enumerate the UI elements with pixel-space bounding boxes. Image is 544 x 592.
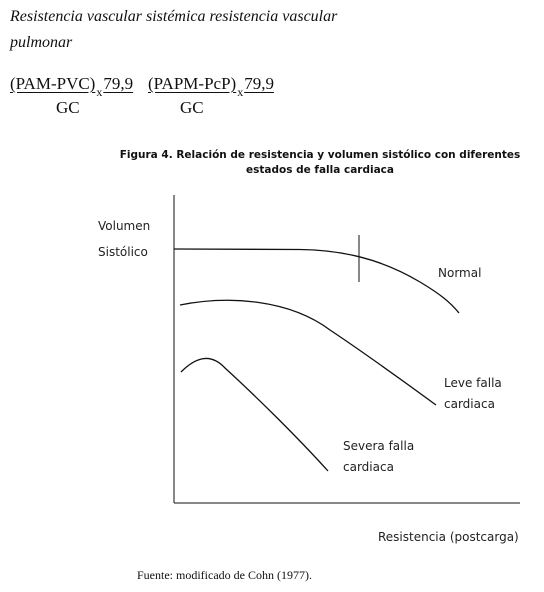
series-line-normal xyxy=(174,249,459,313)
series-label-severa-line2: cardiaca xyxy=(343,460,394,474)
intro-text: Resistencia vascular sistémica resistencia vascular pulmonar xyxy=(10,8,338,51)
series-label-leve-line2: cardiaca xyxy=(444,397,495,411)
formula-right-times: x xyxy=(237,85,244,99)
formula-left-times: x xyxy=(96,85,103,99)
series-line-leve xyxy=(180,300,436,405)
formula-right-denominator: GC xyxy=(180,98,204,117)
series-label-severa-line1: Severa falla xyxy=(343,439,415,453)
formula-left-numerator: (PAM-PVC) xyxy=(10,74,96,93)
formula-right-factor: 79,9 xyxy=(244,74,274,93)
formula-right-numerator: (PAPM-PcP) xyxy=(148,74,237,93)
y-axis-label-line1: Volumen xyxy=(98,219,151,233)
y-axis-label-line2: Sistólico xyxy=(98,245,148,259)
figure-source: Fuente: modificado de Cohn (1977). xyxy=(137,568,312,582)
formula-left-factor: 79,9 xyxy=(103,74,134,93)
x-axis-label: Resistencia (postcarga) xyxy=(378,530,519,544)
formula-left-denominator: GC xyxy=(56,98,80,117)
series-label-leve-line1: Leve falla xyxy=(444,376,502,390)
series-label-normal: Normal xyxy=(438,266,482,280)
figure-title: Figura 4. Relación de resistencia y volumen sistólico con diferentes estados de falla cardiaca xyxy=(119,149,521,176)
series-line-severa xyxy=(181,358,328,471)
